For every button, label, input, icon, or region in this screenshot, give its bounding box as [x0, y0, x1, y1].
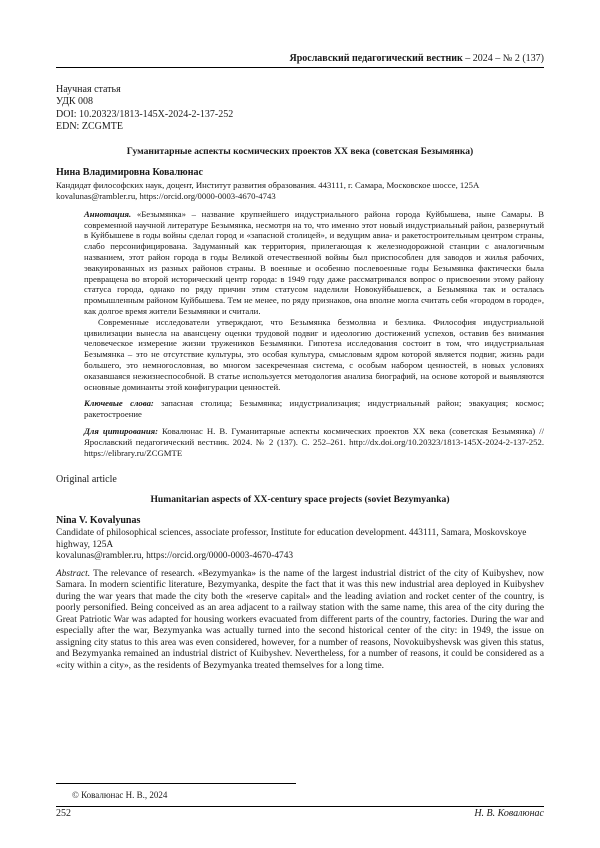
abstract-label-ru: Аннотация. — [84, 208, 132, 219]
keywords-ru — [84, 398, 544, 420]
abstract-en-text: The relevance of research. «Bezymyanka» is the name of the largest industrial district of the city of Kuibyshev, now Samara. In modern scientific literature, Bezymyanka, despite the fact that it was this new industrial area deployed in Kuibyshev during the war years that made the city both the «reserve capital» and the leading aviation and rocket center of the country, is poorly personified. Being conceived as an area adjacent to a railway station with the same name, this area of the city during the Great Patriotic War was adapted for housing workers evacuated from different parts of the country, factories. During the war and especially after the war, Bezymyanka was actually turned into the second historical center of the city: in 1949, the issue on assigning city status to this area was even considered, however, for a number of reasons, Novokuibyshevsk was given this status, and Bezymyanka remained an industrial district of Kuibyshev. Nevertheless, for a number of reasons, it could be considered as a «city within a city», as the residents of Bezymyanka treated themselves for a long time. — [56, 568, 544, 671]
abstract-label-en: Abstract. — [56, 568, 91, 579]
author-en: Nina V. Kovalyunas — [56, 515, 141, 527]
footer-divider — [56, 806, 544, 807]
abstract-ru-p2: Современные исследователи утверждают, что Безымянка безмолвна и безлика. Философия индустриальной цивилизации вынесла на авансцену оценки трудовой подвиг и идеологию достижений успехов, оставив без внимания человеческое измерение жизни тружеников Безымянки. Гипотеза исследования состоит в том, что индустриальная Безымянка – это не отсутствие культуры, это особая культура, смысловым ядром которой является подвиг, жизнь ради большего, это немногословная, во многом засекреченная система, с особым набором ценностей, в новых условиях оказавшаяся нежизнеспособной. В статье используется методология анализа биографий, на основе которой и выявляются основные доминанты этой конфигурации ценностей. — [84, 316, 544, 392]
footer-author: Н. В. Ковалюнас — [474, 808, 544, 819]
udk: УДК 008 — [56, 96, 94, 108]
affiliation-ru: Кандидат философских наук, доцент, Институт развития образования. 443111, г. Самара, Московское шоссе, 125А — [56, 180, 480, 191]
original-article-label: Original article — [56, 474, 117, 486]
contacts-ru: kovalunas@rambler.ru, https://orcid.org/0000-0003-4670-4743 — [56, 190, 276, 201]
copyright-footnote: © Ковалюнас Н. В., 2024 — [72, 790, 168, 800]
running-head — [56, 53, 544, 68]
article-content — [56, 84, 544, 672]
article-title-ru: Гуманитарные аспекты космических проектов XX века (советская Безымянка) — [126, 146, 474, 158]
keywords-label: Ключевые слова: — [84, 398, 154, 409]
abstract-en — [56, 569, 544, 673]
doi: DOI: 10.20323/1813-145X-2024-2-137-252 — [56, 108, 234, 120]
citation-text: Ковалюнас Н. В. Гуманитарные аспекты космических проектов XX века (советская Безымянка) // Ярославский педагогический вестник. 2024. № 2 (137). С. 252–261. http://dx.doi.org/10.20323/1813-145X-2024-2-137-252. https://elibrary.ru/ZCGMTE — [84, 425, 544, 458]
issue-info: – 2024 – № 2 (137) — [462, 53, 544, 64]
abstract-ru-p1 — [84, 209, 544, 317]
journal-name: Ярославский педагогический вестник — [289, 53, 463, 64]
article-meta — [56, 84, 544, 133]
footnote-divider — [56, 783, 296, 784]
abstract-ru — [84, 209, 544, 393]
article-title-en: Humanitarian aspects of XX-century space projects (soviet Bezymyanka) — [150, 494, 450, 506]
keywords-text: запасная столица; Безымянка; индустриализация; индустриальный район; эвакуация; космос; ракетостроение — [84, 398, 544, 420]
page-number: 252 — [56, 808, 71, 819]
author-ru: Нина Владимировна Ковалюнас — [56, 167, 203, 179]
article-type: Научная статья — [56, 84, 121, 95]
edn: EDN: ZCGMTE — [56, 120, 123, 132]
contacts-en: kovalunas@rambler.ru, https://orcid.org/0000-0003-4670-4743 — [56, 551, 294, 562]
citation-label: Для цитирования: — [84, 425, 159, 436]
abstract-ru-text1: «Безымянка» – название крупнейшего индустриального района города Куйбышева, ныне Самары. В современной научной литературе Безымянка, несмотря на то, что именно этот новый индустриальный район, развернутый в Куйбышеве в годы войны сделал город и «запасной столицей», и ведущим авиа- и ракетостроительным центром страны, слабо персонифицирована. Задуманный как территория, прилегающая к железнодорожной станции с аналогичным названием, этот район города в годы Великой отечественной войны был приспособлен для заводов и жилья рабочих, эвакуированных из разных районов страны. В военные и особенно послевоенные годы Безымянка фактически была превращена во второй исторический центр города: в 1949 году даже рассматривался вопрос о присвоении этому району статуса города, однако по ряду причин этим статусом наделили Новокуйбышевск, а Безымянка так и осталась промышленным районом Куйбышева. Тем не менее, по ряду признаков, она вполне могла считать себя «городом в городе», как долгое время жители Безымянки и считали. — [84, 208, 544, 316]
affiliation-en: Candidate of philosophical sciences, associate professor, Institute for education development. 443111, Samara, Moskovskoye highway, 125A — [56, 528, 527, 550]
citation-ru — [84, 426, 544, 458]
